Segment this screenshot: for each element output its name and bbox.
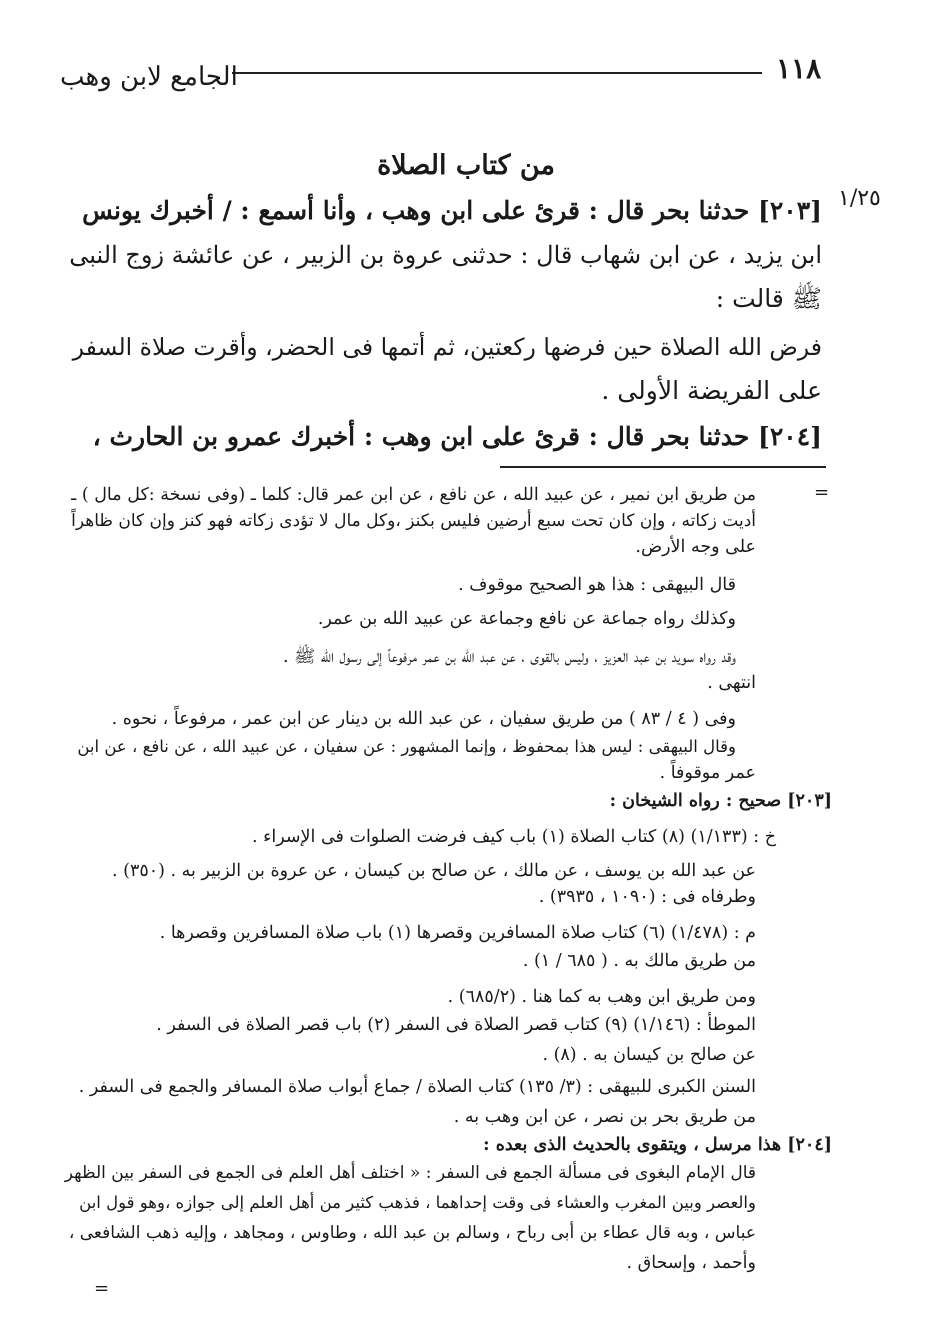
page-number: ١١٨ — [776, 52, 822, 85]
footnote-line: عن عبد الله بن يوسف ، عن مالك ، عن صالح بن كيسان ، عن عروة بن الزبير به . (٣٥٠) . — [112, 861, 756, 881]
main-line-3: ﷺ قالت : — [715, 284, 822, 313]
footnote-line: [٢٠٣] صحيح : رواه الشيخان : — [609, 791, 832, 811]
footnote-line: وأحمد ، وإسحاق . — [626, 1253, 756, 1273]
footnote-line: عن صالح بن كيسان به . (٨) . — [542, 1045, 756, 1065]
footnote-line: خ : (١/١٣٣) (٨) كتاب الصلاة (١) باب كيف فرضت الصلوات فى الإسراء . — [252, 827, 776, 847]
footnote-line: السنن الكبرى للبيهقى : (٣/ ١٣٥) كتاب الصلاة / جماع أبواب صلاة المسافر والجمع فى السفر . — [78, 1077, 756, 1097]
footnote-line: من طريق ابن نمير ، عن عبيد الله ، عن نافع ، عن ابن عمر قال: كلما ـ (وفى نسخة :كل مال ) ـ — [71, 485, 756, 505]
footnote-line: والعصر وبين المغرب والعشاء فى وقت إحداهما ، فذهب كثير من أهل العلم إلى جوازه ،وهو قول ابن — [79, 1193, 756, 1212]
footnote-line: وقال البيهقى : ليس هذا بمحفوظ ، وإنما المشهور : عن سفيان ، عن عبيد الله ، عن نافع ، عن ابن — [77, 737, 736, 756]
footnote-line: عباس ، وبه قال عطاء بن أبى رباح ، وسالم بن عبد الله ، وطاوس ، ومجاهد ، وإليه ذهب الشافعى ، — [68, 1223, 756, 1243]
main-line-2: ابن يزيد ، عن ابن شهاب قال : حدثنى عروة بن الزبير ، عن عائشة زوج النبى — [69, 241, 822, 269]
footnote-line: الموطأ : (١/١٤٦) (٩) كتاب قصر الصلاة فى السفر (٢) باب قصر الصلاة فى السفر . — [156, 1015, 756, 1035]
running-title: الجامع لابن وهب — [60, 62, 238, 92]
footnote-line: [٢٠٤] هذا مرسل ، ويتقوى بالحديث الذى بعده : — [483, 1135, 832, 1155]
footnote-line: وقد رواه سويد بن عبد العزيز ، وليس بالقوى ، عن عبد الله بن عمر مرفوعاً إلى رسول الله ﷺ . — [282, 647, 736, 667]
footnote-line: قال البيهقى : هذا هو الصحيح موقوف . — [458, 575, 736, 595]
chapter-title: من كتاب الصلاة — [377, 150, 555, 181]
footnote-separator — [500, 466, 826, 468]
footnote-line: م : (١/٤٧٨) (٦) كتاب صلاة المسافرين وقصرها (١) باب صلاة المسافرين وقصرها . — [159, 923, 756, 943]
end-mark: = — [94, 1278, 110, 1299]
footnote-line: من طريق مالك به . ( ٦٨٥ / ١) . — [522, 951, 756, 971]
main-line-4: فرض الله الصلاة حين فرضها ركعتين، ثم أتمها فى الحضر، وأقرت صلاة السفر — [72, 333, 822, 361]
main-line-1: [٢٠٣] حدثنا بحر قال : قرئ على ابن وهب ، وأنا أسمع : / أخبرك يونس — [82, 196, 822, 225]
main-line-5: على الفريضة الأولى . — [601, 376, 822, 405]
footnote-line: وفى ( ٤ / ٨٣ ) من طريق سفيان ، عن عبد الله بن دينار عن ابن عمر ، مرفوعاً ، نحوه . — [111, 709, 736, 729]
continuation-mark: = — [814, 482, 830, 503]
header-rule — [232, 72, 762, 74]
footnote-line: على وجه الأرض. — [635, 537, 756, 557]
footnote-line: قال الإمام البغوى فى مسألة الجمع فى السفر : « اختلف أهل العلم فى الجمع فى السفر بين الظهر — [64, 1163, 756, 1183]
footnote-line: ومن طريق ابن وهب به كما هنا . (٦٨٥/٢) . — [447, 987, 756, 1007]
footnote-line: من طريق بحر بن نصر ، عن ابن وهب به . — [453, 1107, 756, 1127]
margin-reference: ١/٢٥ — [838, 186, 881, 211]
footnote-line: انتهى . — [707, 673, 756, 693]
footnote-line: وكذلك رواه جماعة عن نافع وجماعة عن عبيد الله بن عمر. — [317, 609, 736, 629]
footnote-line: عمر موقوفاً . — [659, 763, 756, 783]
main-line-6: [٢٠٤] حدثنا بحر قال : قرئ على ابن وهب : أخبرك عمرو بن الحارث ، — [92, 422, 822, 451]
footnote-line: أديت زكاته ، وإن كان تحت سبع أرضين فليس بكنز ،وكل مال لا تؤدى زكاته فهو كنز وإن كان ظاهراً — [71, 511, 756, 531]
footnote-line: وطرفاه فى : (١٠٩٠ ، ٣٩٣٥) . — [538, 887, 756, 907]
